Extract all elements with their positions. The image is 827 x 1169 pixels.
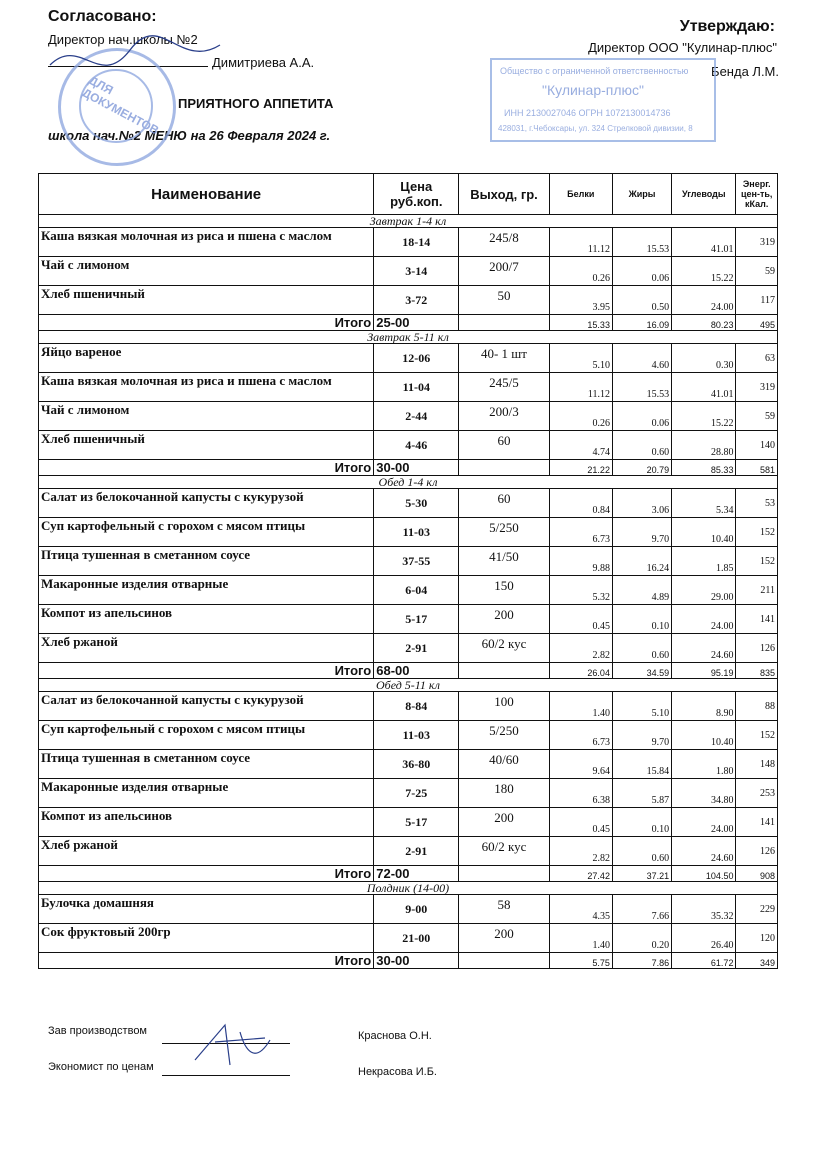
- item-protein: 6.73: [549, 721, 612, 750]
- section-header-row: [39, 476, 778, 489]
- item-price: 5-30: [374, 489, 459, 518]
- item-fat: 4.89: [612, 576, 671, 605]
- total-label: Итого: [39, 460, 374, 476]
- total-yield-empty: [459, 953, 549, 969]
- round-stamp-text: ДЛЯ ДОКУМЕНТОВ: [79, 73, 162, 138]
- company-stamp-line1: Общество с ограниченной ответственностью: [500, 66, 689, 76]
- item-kcal: 126: [736, 837, 778, 866]
- item-protein: 11.12: [549, 373, 612, 402]
- section-title: Завтрак 5-11 кл: [39, 331, 778, 344]
- item-name: Каша вязкая молочная из риса и пшена с маслом: [39, 228, 374, 257]
- item-fat: 0.06: [612, 257, 671, 286]
- item-price: 2-91: [374, 634, 459, 663]
- table-row: [39, 547, 778, 576]
- item-name: Птица тушенная в сметанном соусе: [39, 547, 374, 576]
- col-header-protein: Белки: [549, 174, 612, 215]
- item-kcal: 63: [736, 344, 778, 373]
- total-protein: 21.22: [549, 460, 612, 476]
- item-kcal: 53: [736, 489, 778, 518]
- item-price: 9-00: [374, 895, 459, 924]
- total-kcal: 349: [736, 953, 778, 969]
- item-kcal: 141: [736, 605, 778, 634]
- item-carbs: 15.22: [672, 257, 736, 286]
- item-yield: 200: [459, 924, 549, 953]
- item-carbs: 35.32: [672, 895, 736, 924]
- item-fat: 0.10: [612, 808, 671, 837]
- table-row: [39, 924, 778, 953]
- item-protein: 0.26: [549, 402, 612, 431]
- item-price: 3-14: [374, 257, 459, 286]
- section-header-row: [39, 331, 778, 344]
- table-row: [39, 779, 778, 808]
- item-kcal: 59: [736, 257, 778, 286]
- item-name: Компот из апельсинов: [39, 605, 374, 634]
- total-yield-empty: [459, 663, 549, 679]
- confirm-role: Директор ООО "Кулинар-плюс": [588, 40, 777, 55]
- item-price: 5-17: [374, 605, 459, 634]
- item-name: Птица тушенная в сметанном соусе: [39, 750, 374, 779]
- total-protein: 15.33: [549, 315, 612, 331]
- item-fat: 7.66: [612, 895, 671, 924]
- total-label: Итого: [39, 663, 374, 679]
- total-price: 72-00: [374, 866, 459, 882]
- item-price: 7-25: [374, 779, 459, 808]
- item-kcal: 148: [736, 750, 778, 779]
- col-header-carbs: Углеводы: [672, 174, 736, 215]
- item-yield: 58: [459, 895, 549, 924]
- total-row: [39, 663, 778, 679]
- item-price: 12-06: [374, 344, 459, 373]
- item-price: 36-80: [374, 750, 459, 779]
- item-name: Макаронные изделия отварные: [39, 576, 374, 605]
- total-label: Итого: [39, 953, 374, 969]
- item-carbs: 5.34: [672, 489, 736, 518]
- item-name: Булочка домашняя: [39, 895, 374, 924]
- table-row: [39, 576, 778, 605]
- company-stamp: [490, 58, 716, 142]
- item-fat: 15.53: [612, 228, 671, 257]
- item-fat: 4.60: [612, 344, 671, 373]
- item-protein: 6.73: [549, 518, 612, 547]
- table-row: [39, 228, 778, 257]
- item-price: 18-14: [374, 228, 459, 257]
- total-protein: 26.04: [549, 663, 612, 679]
- item-price: 11-03: [374, 518, 459, 547]
- item-name: Салат из белокочанной капусты с кукурузой: [39, 692, 374, 721]
- item-carbs: 0.30: [672, 344, 736, 373]
- item-carbs: 1.85: [672, 547, 736, 576]
- item-price: 5-17: [374, 808, 459, 837]
- item-fat: 0.60: [612, 837, 671, 866]
- total-fat: 16.09: [612, 315, 671, 331]
- item-yield: 200/7: [459, 257, 549, 286]
- total-carbs: 85.33: [672, 460, 736, 476]
- item-kcal: 88: [736, 692, 778, 721]
- item-name: Сок фруктовый 200гр: [39, 924, 374, 953]
- item-carbs: 10.40: [672, 518, 736, 547]
- item-carbs: 41.01: [672, 228, 736, 257]
- item-fat: 0.60: [612, 634, 671, 663]
- col-header-fat: Жиры: [612, 174, 671, 215]
- footer-role-1: Зав производством: [48, 1025, 147, 1037]
- col-header-energy: Энерг. цен-ть, кКал.: [736, 174, 778, 215]
- section-title: Полдник (14-00): [39, 882, 778, 895]
- total-price: 25-00: [374, 315, 459, 331]
- item-fat: 0.06: [612, 402, 671, 431]
- item-price: 3-72: [374, 286, 459, 315]
- item-price: 4-46: [374, 431, 459, 460]
- item-kcal: 211: [736, 576, 778, 605]
- total-fat: 34.59: [612, 663, 671, 679]
- item-name: Хлеб ржаной: [39, 634, 374, 663]
- menu-body: [39, 215, 778, 969]
- item-carbs: 26.40: [672, 924, 736, 953]
- item-kcal: 319: [736, 228, 778, 257]
- total-row: [39, 866, 778, 882]
- table-row: [39, 257, 778, 286]
- item-price: 37-55: [374, 547, 459, 576]
- company-stamp-line3: ИНН 2130027046 ОГРН 1072130014736: [504, 108, 671, 118]
- item-carbs: 24.00: [672, 605, 736, 634]
- footer-sigline-2: [162, 1075, 290, 1076]
- total-protein: 5.75: [549, 953, 612, 969]
- item-name: Хлеб пшеничный: [39, 431, 374, 460]
- item-fat: 0.10: [612, 605, 671, 634]
- item-carbs: 10.40: [672, 721, 736, 750]
- table-row: [39, 605, 778, 634]
- total-yield-empty: [459, 315, 549, 331]
- item-yield: 60: [459, 489, 549, 518]
- total-kcal: 495: [736, 315, 778, 331]
- item-fat: 0.60: [612, 431, 671, 460]
- item-kcal: 152: [736, 547, 778, 576]
- item-yield: 200/3: [459, 402, 549, 431]
- item-kcal: 229: [736, 895, 778, 924]
- total-fat: 20.79: [612, 460, 671, 476]
- item-kcal: 117: [736, 286, 778, 315]
- item-protein: 9.88: [549, 547, 612, 576]
- table-row: [39, 518, 778, 547]
- menu-table: [38, 173, 778, 969]
- footer-role-2: Экономист по ценам: [48, 1061, 154, 1073]
- item-name: Макаронные изделия отварные: [39, 779, 374, 808]
- item-protein: 6.38: [549, 779, 612, 808]
- item-protein: 0.84: [549, 489, 612, 518]
- total-row: [39, 460, 778, 476]
- item-fat: 5.87: [612, 779, 671, 808]
- item-price: 2-44: [374, 402, 459, 431]
- total-kcal: 835: [736, 663, 778, 679]
- item-protein: 9.64: [549, 750, 612, 779]
- total-price: 30-00: [374, 953, 459, 969]
- item-protein: 1.40: [549, 924, 612, 953]
- item-price: 6-04: [374, 576, 459, 605]
- item-carbs: 34.80: [672, 779, 736, 808]
- item-fat: 9.70: [612, 518, 671, 547]
- item-kcal: 126: [736, 634, 778, 663]
- item-yield: 5/250: [459, 721, 549, 750]
- item-carbs: 41.01: [672, 373, 736, 402]
- item-protein: 4.74: [549, 431, 612, 460]
- item-protein: 5.32: [549, 576, 612, 605]
- item-protein: 2.82: [549, 634, 612, 663]
- section-header-row: [39, 882, 778, 895]
- table-row: [39, 402, 778, 431]
- table-row: [39, 721, 778, 750]
- item-price: 2-91: [374, 837, 459, 866]
- footer-name-2: Некрасова И.Б.: [358, 1066, 437, 1078]
- item-name: Хлеб ржаной: [39, 837, 374, 866]
- item-yield: 245/8: [459, 228, 549, 257]
- table-row: [39, 692, 778, 721]
- item-protein: 2.82: [549, 837, 612, 866]
- item-kcal: 319: [736, 373, 778, 402]
- item-carbs: 15.22: [672, 402, 736, 431]
- item-kcal: 253: [736, 779, 778, 808]
- confirm-title: Утверждаю:: [679, 18, 775, 35]
- item-kcal: 140: [736, 431, 778, 460]
- table-row: [39, 344, 778, 373]
- item-fat: 15.84: [612, 750, 671, 779]
- item-name: Каша вязкая молочная из риса и пшена с маслом: [39, 373, 374, 402]
- table-row: [39, 837, 778, 866]
- item-name: Салат из белокочанной капусты с кукурузой: [39, 489, 374, 518]
- item-carbs: 28.80: [672, 431, 736, 460]
- item-yield: 200: [459, 605, 549, 634]
- item-carbs: 8.90: [672, 692, 736, 721]
- item-price: 21-00: [374, 924, 459, 953]
- item-name: Суп картофельный с горохом с мясом птицы: [39, 721, 374, 750]
- item-yield: 100: [459, 692, 549, 721]
- approved-title: Согласовано:: [48, 8, 157, 25]
- total-carbs: 95.19: [672, 663, 736, 679]
- item-carbs: 24.60: [672, 837, 736, 866]
- item-protein: 0.26: [549, 257, 612, 286]
- section-header-row: [39, 215, 778, 228]
- item-price: 8-84: [374, 692, 459, 721]
- table-row: [39, 489, 778, 518]
- confirm-name: Бенда Л.М.: [711, 64, 779, 79]
- item-yield: 60: [459, 431, 549, 460]
- item-yield: 60/2 кус: [459, 837, 549, 866]
- item-yield: 180: [459, 779, 549, 808]
- item-protein: 5.10: [549, 344, 612, 373]
- item-fat: 5.10: [612, 692, 671, 721]
- total-price: 30-00: [374, 460, 459, 476]
- total-carbs: 61.72: [672, 953, 736, 969]
- item-yield: 50: [459, 286, 549, 315]
- total-carbs: 80.23: [672, 315, 736, 331]
- table-row: [39, 895, 778, 924]
- col-header-name: Наименование: [39, 174, 374, 215]
- item-yield: 60/2 кус: [459, 634, 549, 663]
- item-carbs: 24.60: [672, 634, 736, 663]
- total-kcal: 581: [736, 460, 778, 476]
- item-protein: 1.40: [549, 692, 612, 721]
- appetite-title: ПРИЯТНОГО АППЕТИТА: [178, 96, 334, 111]
- table-row: [39, 373, 778, 402]
- total-carbs: 104.50: [672, 866, 736, 882]
- item-fat: 3.06: [612, 489, 671, 518]
- item-carbs: 24.00: [672, 808, 736, 837]
- item-kcal: 152: [736, 721, 778, 750]
- item-yield: 40- 1 шт: [459, 344, 549, 373]
- approved-role: Директор нач.школы №2: [48, 32, 198, 47]
- item-kcal: 59: [736, 402, 778, 431]
- item-protein: 0.45: [549, 605, 612, 634]
- col-header-price: Цена руб.коп.: [374, 174, 459, 215]
- table-row: [39, 431, 778, 460]
- item-name: Чай с лимоном: [39, 257, 374, 286]
- approved-name: Димитриева А.А.: [212, 55, 315, 70]
- item-name: Яйцо вареное: [39, 344, 374, 373]
- footer-signature: [185, 1020, 285, 1075]
- total-row: [39, 953, 778, 969]
- company-stamp-line4: 428031, г.Чебоксары, ул. 324 Стрелковой дивизии, 8: [498, 124, 693, 133]
- total-yield-empty: [459, 866, 549, 882]
- item-name: Компот из апельсинов: [39, 808, 374, 837]
- item-carbs: 24.00: [672, 286, 736, 315]
- item-carbs: 1.80: [672, 750, 736, 779]
- item-name: Чай с лимоном: [39, 402, 374, 431]
- item-kcal: 141: [736, 808, 778, 837]
- section-title: Обед 5-11 кл: [39, 679, 778, 692]
- section-title: Обед 1-4 кл: [39, 476, 778, 489]
- section-header-row: [39, 679, 778, 692]
- item-yield: 200: [459, 808, 549, 837]
- total-yield-empty: [459, 460, 549, 476]
- footer-name-1: Краснова О.Н.: [358, 1030, 432, 1042]
- item-price: 11-03: [374, 721, 459, 750]
- total-price: 68-00: [374, 663, 459, 679]
- item-yield: 150: [459, 576, 549, 605]
- item-yield: 5/250: [459, 518, 549, 547]
- item-yield: 41/50: [459, 547, 549, 576]
- item-protein: 11.12: [549, 228, 612, 257]
- item-fat: 0.50: [612, 286, 671, 315]
- total-fat: 7.86: [612, 953, 671, 969]
- table-header-row: [39, 174, 778, 215]
- item-fat: 16.24: [612, 547, 671, 576]
- item-name: Суп картофельный с горохом с мясом птицы: [39, 518, 374, 547]
- total-protein: 27.42: [549, 866, 612, 882]
- total-fat: 37.21: [612, 866, 671, 882]
- item-fat: 15.53: [612, 373, 671, 402]
- item-protein: 4.35: [549, 895, 612, 924]
- item-fat: 9.70: [612, 721, 671, 750]
- total-label: Итого: [39, 315, 374, 331]
- table-row: [39, 808, 778, 837]
- item-yield: 40/60: [459, 750, 549, 779]
- total-label: Итого: [39, 866, 374, 882]
- item-kcal: 152: [736, 518, 778, 547]
- item-fat: 0.20: [612, 924, 671, 953]
- section-title: Завтрак 1-4 кл: [39, 215, 778, 228]
- item-kcal: 120: [736, 924, 778, 953]
- total-kcal: 908: [736, 866, 778, 882]
- col-header-yield: Выход, гр.: [459, 174, 549, 215]
- total-row: [39, 315, 778, 331]
- item-protein: 3.95: [549, 286, 612, 315]
- director-signature: [40, 30, 240, 90]
- item-protein: 0.45: [549, 808, 612, 837]
- item-yield: 245/5: [459, 373, 549, 402]
- company-stamp-line2: "Кулинар-плюс": [542, 82, 644, 98]
- item-price: 11-04: [374, 373, 459, 402]
- item-name: Хлеб пшеничный: [39, 286, 374, 315]
- item-carbs: 29.00: [672, 576, 736, 605]
- table-row: [39, 750, 778, 779]
- menu-subtitle: школа нач.№2 МЕНЮ на 26 Февраля 2024 г.: [48, 128, 331, 143]
- table-row: [39, 634, 778, 663]
- table-row: [39, 286, 778, 315]
